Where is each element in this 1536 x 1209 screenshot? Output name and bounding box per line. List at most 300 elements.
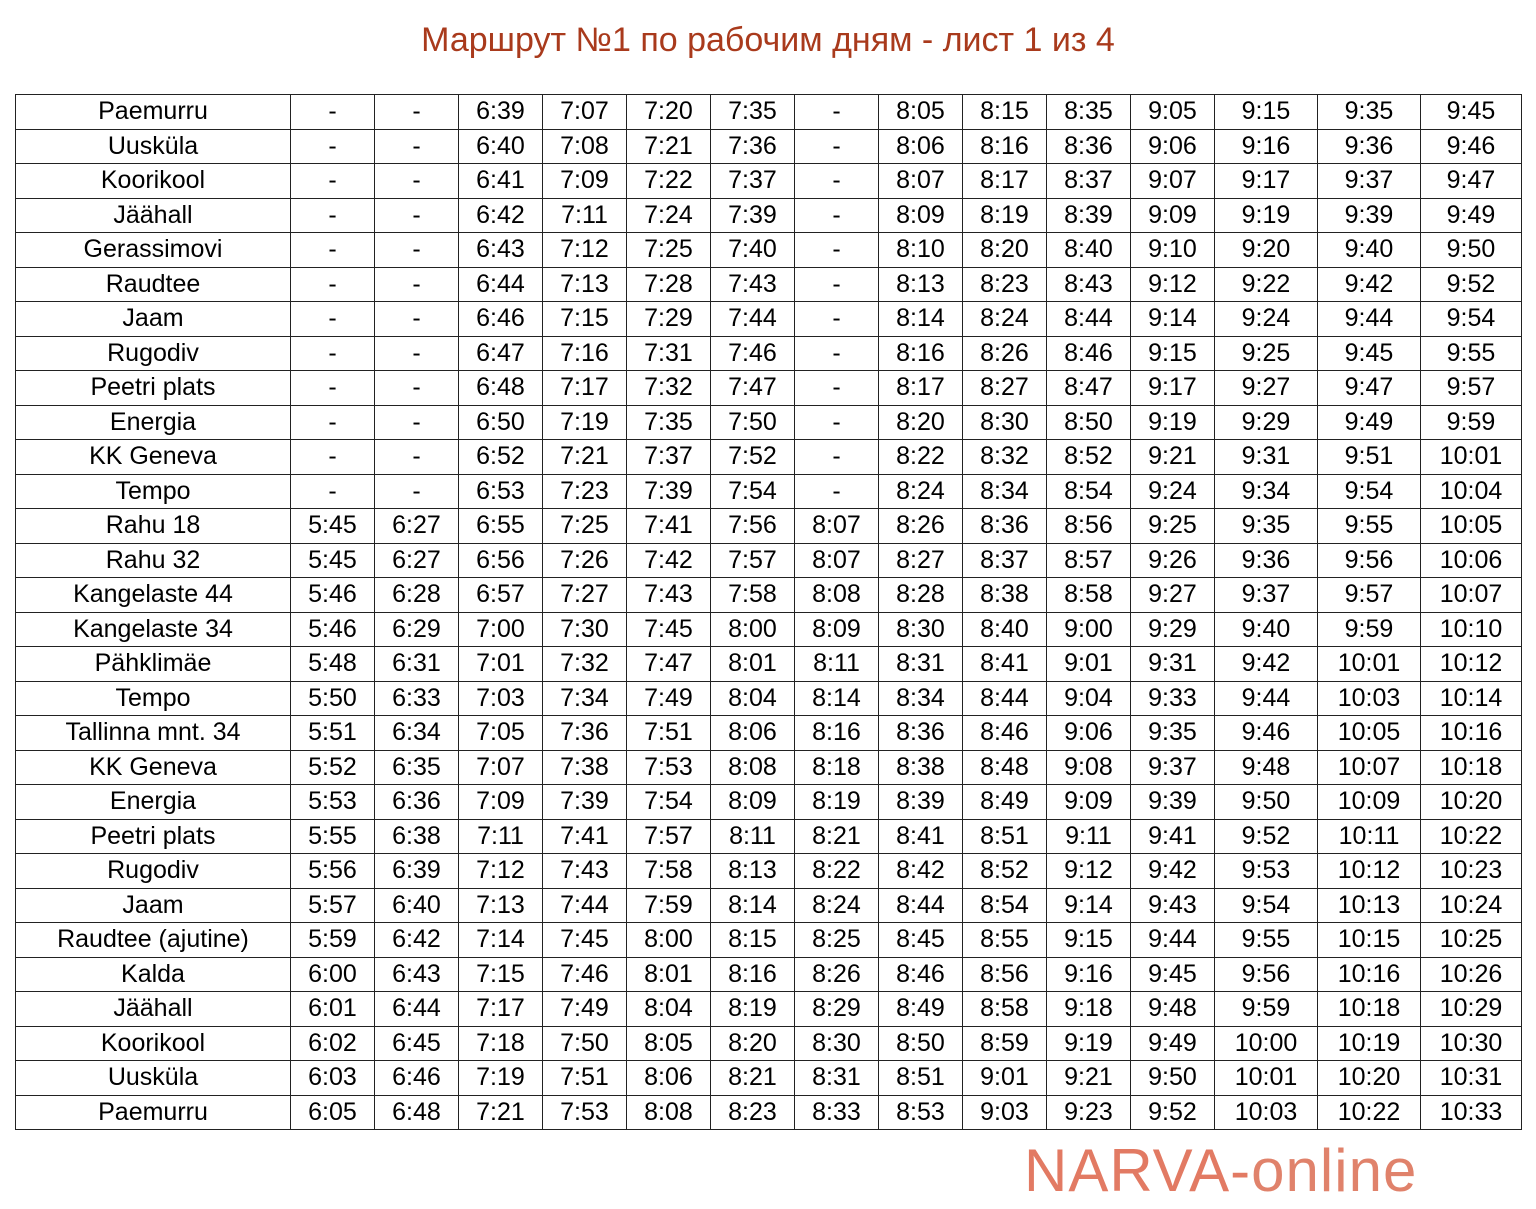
time-cell: 9:46 <box>1215 716 1318 751</box>
stop-name-cell: Koorikool <box>16 164 291 199</box>
table-row <box>16 819 1522 854</box>
time-cell: 9:54 <box>1318 474 1421 509</box>
time-cell: - <box>795 371 879 406</box>
time-cell: 9:06 <box>1047 716 1131 751</box>
time-cell: - <box>375 302 459 337</box>
time-cell: 7:50 <box>711 405 795 440</box>
time-cell: 9:06 <box>1131 129 1215 164</box>
table-row <box>16 371 1522 406</box>
time-cell: 8:24 <box>879 474 963 509</box>
time-cell: 8:11 <box>795 647 879 682</box>
time-cell: - <box>795 95 879 130</box>
time-cell: 5:57 <box>291 888 375 923</box>
time-cell: 7:38 <box>543 750 627 785</box>
time-cell: 8:39 <box>1047 198 1131 233</box>
time-cell: - <box>291 336 375 371</box>
time-cell: 7:03 <box>459 681 543 716</box>
time-cell: 8:36 <box>1047 129 1131 164</box>
time-cell: 9:19 <box>1131 405 1215 440</box>
stop-name-cell: Tempo <box>16 681 291 716</box>
time-cell: 9:36 <box>1318 129 1421 164</box>
time-cell: 9:43 <box>1131 888 1215 923</box>
time-cell: 8:39 <box>879 785 963 820</box>
table-row <box>16 509 1522 544</box>
table-row <box>16 405 1522 440</box>
time-cell: 5:46 <box>291 578 375 613</box>
time-cell: 8:41 <box>879 819 963 854</box>
stop-name-cell: Kangelaste 44 <box>16 578 291 613</box>
time-cell: 10:04 <box>1421 474 1522 509</box>
time-cell: 8:49 <box>963 785 1047 820</box>
time-cell: - <box>291 405 375 440</box>
time-cell: 8:19 <box>963 198 1047 233</box>
time-cell: 8:57 <box>1047 543 1131 578</box>
time-cell: 7:07 <box>543 95 627 130</box>
time-cell: 8:16 <box>879 336 963 371</box>
time-cell: 7:05 <box>459 716 543 751</box>
time-cell: 9:48 <box>1131 992 1215 1027</box>
time-cell: 7:25 <box>627 233 711 268</box>
time-cell: 10:11 <box>1318 819 1421 854</box>
time-cell: 6:48 <box>459 371 543 406</box>
time-cell: 7:12 <box>543 233 627 268</box>
table-row <box>16 888 1522 923</box>
time-cell: 8:31 <box>795 1061 879 1096</box>
time-cell: 8:00 <box>627 923 711 958</box>
time-cell: - <box>291 302 375 337</box>
time-cell: 8:22 <box>795 854 879 889</box>
time-cell: 9:50 <box>1131 1061 1215 1096</box>
time-cell: 7:39 <box>543 785 627 820</box>
time-cell: 7:44 <box>711 302 795 337</box>
time-cell: 7:39 <box>627 474 711 509</box>
narva-online-logo <box>1024 1136 1519 1206</box>
time-cell: 6:03 <box>291 1061 375 1096</box>
time-cell: 10:07 <box>1318 750 1421 785</box>
time-cell: 9:52 <box>1131 1095 1215 1130</box>
time-cell: 6:01 <box>291 992 375 1027</box>
time-cell: 9:00 <box>1047 612 1131 647</box>
table-row <box>16 612 1522 647</box>
timetable-body <box>16 95 1522 1130</box>
time-cell: 8:18 <box>795 750 879 785</box>
time-cell: 7:20 <box>627 95 711 130</box>
time-cell: 7:25 <box>543 509 627 544</box>
time-cell: 5:51 <box>291 716 375 751</box>
time-cell: 7:26 <box>543 543 627 578</box>
time-cell: - <box>375 440 459 475</box>
time-cell: 9:09 <box>1047 785 1131 820</box>
time-cell: 8:06 <box>627 1061 711 1096</box>
time-cell: 9:10 <box>1131 233 1215 268</box>
time-cell: - <box>291 164 375 199</box>
time-cell: - <box>795 474 879 509</box>
time-cell: 7:19 <box>459 1061 543 1096</box>
time-cell: 9:59 <box>1318 612 1421 647</box>
time-cell: 6:28 <box>375 578 459 613</box>
time-cell: 8:47 <box>1047 371 1131 406</box>
time-cell: 10:16 <box>1318 957 1421 992</box>
time-cell: 8:14 <box>879 302 963 337</box>
time-cell: 7:21 <box>459 1095 543 1130</box>
time-cell: 9:23 <box>1047 1095 1131 1130</box>
time-cell: 8:34 <box>963 474 1047 509</box>
logo-part-narva: NARVA- <box>1024 1137 1252 1204</box>
time-cell: 7:22 <box>627 164 711 199</box>
time-cell: 6:53 <box>459 474 543 509</box>
time-cell: 8:54 <box>963 888 1047 923</box>
stop-name-cell: Uusküla <box>16 129 291 164</box>
time-cell: 9:50 <box>1421 233 1522 268</box>
stop-name-cell: Jaam <box>16 888 291 923</box>
time-cell: 9:37 <box>1131 750 1215 785</box>
time-cell: 8:55 <box>963 923 1047 958</box>
time-cell: - <box>795 233 879 268</box>
time-cell: 8:40 <box>1047 233 1131 268</box>
time-cell: 6:02 <box>291 1026 375 1061</box>
time-cell: 9:57 <box>1318 578 1421 613</box>
time-cell: 8:50 <box>1047 405 1131 440</box>
time-cell: - <box>291 129 375 164</box>
time-cell: 9:55 <box>1318 509 1421 544</box>
time-cell: 7:13 <box>459 888 543 923</box>
time-cell: 8:49 <box>879 992 963 1027</box>
time-cell: 9:27 <box>1131 578 1215 613</box>
time-cell: 6:05 <box>291 1095 375 1130</box>
time-cell: 6:00 <box>291 957 375 992</box>
time-cell: 10:14 <box>1421 681 1522 716</box>
time-cell: 8:38 <box>963 578 1047 613</box>
time-cell: 8:41 <box>963 647 1047 682</box>
time-cell: 8:07 <box>795 509 879 544</box>
time-cell: - <box>375 336 459 371</box>
time-cell: 6:42 <box>459 198 543 233</box>
time-cell: 6:36 <box>375 785 459 820</box>
time-cell: 8:04 <box>627 992 711 1027</box>
time-cell: - <box>291 440 375 475</box>
table-row <box>16 233 1522 268</box>
time-cell: - <box>795 129 879 164</box>
time-cell: 7:43 <box>711 267 795 302</box>
time-cell: 8:46 <box>963 716 1047 751</box>
time-cell: 7:32 <box>627 371 711 406</box>
time-cell: 9:49 <box>1318 405 1421 440</box>
time-cell: 6:31 <box>375 647 459 682</box>
time-cell: 9:15 <box>1215 95 1318 130</box>
time-cell: 7:39 <box>711 198 795 233</box>
time-cell: 7:46 <box>543 957 627 992</box>
time-cell: 10:03 <box>1318 681 1421 716</box>
page-title: Маршрут №1 по рабочим дням - лист 1 из 4 <box>421 21 1115 59</box>
time-cell: 8:51 <box>963 819 1047 854</box>
time-cell: - <box>375 371 459 406</box>
time-cell: 10:31 <box>1421 1061 1522 1096</box>
table-row <box>16 440 1522 475</box>
time-cell: 7:59 <box>627 888 711 923</box>
time-cell: 7:42 <box>627 543 711 578</box>
time-cell: 9:36 <box>1215 543 1318 578</box>
time-cell: 7:58 <box>711 578 795 613</box>
time-cell: 6:29 <box>375 612 459 647</box>
time-cell: 9:29 <box>1215 405 1318 440</box>
time-cell: 10:10 <box>1421 612 1522 647</box>
time-cell: 8:13 <box>879 267 963 302</box>
time-cell: 7:35 <box>627 405 711 440</box>
time-cell: 9:20 <box>1215 233 1318 268</box>
time-cell: 7:15 <box>459 957 543 992</box>
time-cell: 8:14 <box>711 888 795 923</box>
time-cell: 9:04 <box>1047 681 1131 716</box>
table-row <box>16 1026 1522 1061</box>
time-cell: 9:56 <box>1318 543 1421 578</box>
time-cell: 9:52 <box>1215 819 1318 854</box>
time-cell: - <box>375 474 459 509</box>
time-cell: 9:42 <box>1131 854 1215 889</box>
table-row <box>16 681 1522 716</box>
time-cell: 9:35 <box>1318 95 1421 130</box>
time-cell: 6:57 <box>459 578 543 613</box>
time-cell: 8:32 <box>963 440 1047 475</box>
time-cell: 9:54 <box>1215 888 1318 923</box>
time-cell: 7:16 <box>543 336 627 371</box>
time-cell: 8:21 <box>711 1061 795 1096</box>
time-cell: 9:56 <box>1215 957 1318 992</box>
time-cell: 8:30 <box>795 1026 879 1061</box>
time-cell: 7:32 <box>543 647 627 682</box>
time-cell: 7:23 <box>543 474 627 509</box>
time-cell: 9:44 <box>1215 681 1318 716</box>
time-cell: 9:48 <box>1215 750 1318 785</box>
time-cell: 9:11 <box>1047 819 1131 854</box>
time-cell: 5:46 <box>291 612 375 647</box>
time-cell: 10:15 <box>1318 923 1421 958</box>
time-cell: 7:45 <box>627 612 711 647</box>
time-cell: 7:12 <box>459 854 543 889</box>
time-cell: 8:37 <box>963 543 1047 578</box>
time-cell: 8:43 <box>1047 267 1131 302</box>
time-cell: 6:41 <box>459 164 543 199</box>
time-cell: 7:36 <box>711 129 795 164</box>
time-cell: - <box>795 198 879 233</box>
stop-name-cell: Paemurru <box>16 95 291 130</box>
time-cell: 10:29 <box>1421 992 1522 1027</box>
time-cell: 10:01 <box>1215 1061 1318 1096</box>
time-cell: 7:30 <box>543 612 627 647</box>
time-cell: 10:05 <box>1318 716 1421 751</box>
time-cell: 6:48 <box>375 1095 459 1130</box>
time-cell: 7:46 <box>711 336 795 371</box>
time-cell: 8:26 <box>879 509 963 544</box>
time-cell: 6:56 <box>459 543 543 578</box>
time-cell: 10:22 <box>1318 1095 1421 1130</box>
time-cell: 9:15 <box>1131 336 1215 371</box>
time-cell: - <box>795 164 879 199</box>
time-cell: 8:52 <box>963 854 1047 889</box>
time-cell: 8:14 <box>795 681 879 716</box>
time-cell: 10:16 <box>1421 716 1522 751</box>
time-cell: 8:16 <box>795 716 879 751</box>
table-row <box>16 647 1522 682</box>
time-cell: 8:23 <box>963 267 1047 302</box>
stop-name-cell: KK Geneva <box>16 440 291 475</box>
time-cell: 8:26 <box>963 336 1047 371</box>
table-row <box>16 716 1522 751</box>
time-cell: 8:20 <box>963 233 1047 268</box>
time-cell: 7:19 <box>543 405 627 440</box>
time-cell: 7:07 <box>459 750 543 785</box>
timetable <box>15 94 1522 1130</box>
time-cell: 9:16 <box>1215 129 1318 164</box>
time-cell: 8:06 <box>879 129 963 164</box>
time-cell: 8:56 <box>1047 509 1131 544</box>
time-cell: 7:36 <box>543 716 627 751</box>
time-cell: 8:27 <box>963 371 1047 406</box>
time-cell: 8:16 <box>963 129 1047 164</box>
time-cell: 9:40 <box>1215 612 1318 647</box>
time-cell: 7:29 <box>627 302 711 337</box>
time-cell: 7:45 <box>543 923 627 958</box>
time-cell: 8:13 <box>711 854 795 889</box>
time-cell: 8:17 <box>879 371 963 406</box>
time-cell: 7:00 <box>459 612 543 647</box>
time-cell: 9:37 <box>1318 164 1421 199</box>
time-cell: 9:26 <box>1131 543 1215 578</box>
time-cell: 6:50 <box>459 405 543 440</box>
time-cell: 8:30 <box>879 612 963 647</box>
time-cell: 9:07 <box>1131 164 1215 199</box>
time-cell: 9:27 <box>1215 371 1318 406</box>
time-cell: 9:42 <box>1215 647 1318 682</box>
time-cell: 7:08 <box>543 129 627 164</box>
time-cell: 10:03 <box>1215 1095 1318 1130</box>
time-cell: 6:47 <box>459 336 543 371</box>
time-cell: 9:24 <box>1215 302 1318 337</box>
table-row <box>16 923 1522 958</box>
time-cell: 10:18 <box>1318 992 1421 1027</box>
stop-name-cell: Raudtee (ajutine) <box>16 923 291 958</box>
time-cell: 6:44 <box>459 267 543 302</box>
time-cell: 9:17 <box>1215 164 1318 199</box>
time-cell: 8:09 <box>879 198 963 233</box>
time-cell: 9:37 <box>1215 578 1318 613</box>
time-cell: 9:19 <box>1215 198 1318 233</box>
time-cell: 9:16 <box>1047 957 1131 992</box>
time-cell: 8:05 <box>627 1026 711 1061</box>
time-cell: 8:00 <box>711 612 795 647</box>
time-cell: 9:52 <box>1421 267 1522 302</box>
stop-name-cell: Jäähall <box>16 992 291 1027</box>
time-cell: 9:45 <box>1318 336 1421 371</box>
time-cell: 8:46 <box>879 957 963 992</box>
time-cell: 9:12 <box>1047 854 1131 889</box>
time-cell: 9:21 <box>1047 1061 1131 1096</box>
time-cell: 8:11 <box>711 819 795 854</box>
time-cell: 10:33 <box>1421 1095 1522 1130</box>
time-cell: 8:54 <box>1047 474 1131 509</box>
time-cell: 7:53 <box>627 750 711 785</box>
stop-name-cell: Kangelaste 34 <box>16 612 291 647</box>
time-cell: 5:50 <box>291 681 375 716</box>
time-cell: 8:24 <box>795 888 879 923</box>
time-cell: 8:48 <box>963 750 1047 785</box>
time-cell: 10:25 <box>1421 923 1522 958</box>
time-cell: 8:58 <box>1047 578 1131 613</box>
time-cell: 10:20 <box>1318 1061 1421 1096</box>
time-cell: 8:59 <box>963 1026 1047 1061</box>
table-row <box>16 578 1522 613</box>
time-cell: 9:39 <box>1131 785 1215 820</box>
time-cell: 7:28 <box>627 267 711 302</box>
time-cell: 9:40 <box>1318 233 1421 268</box>
stop-name-cell: Uusküla <box>16 1061 291 1096</box>
time-cell: 10:09 <box>1318 785 1421 820</box>
time-cell: 10:12 <box>1318 854 1421 889</box>
time-cell: 9:25 <box>1131 509 1215 544</box>
time-cell: 7:49 <box>627 681 711 716</box>
time-cell: 8:34 <box>879 681 963 716</box>
stop-name-cell: Tallinna mnt. 34 <box>16 716 291 751</box>
time-cell: 8:33 <box>795 1095 879 1130</box>
table-row <box>16 164 1522 199</box>
time-cell: 8:07 <box>795 543 879 578</box>
table-row <box>16 474 1522 509</box>
logo-part-online: online <box>1251 1137 1418 1204</box>
time-cell: 9:57 <box>1421 371 1522 406</box>
time-cell: 9:25 <box>1215 336 1318 371</box>
time-cell: 9:59 <box>1215 992 1318 1027</box>
time-cell: 7:21 <box>543 440 627 475</box>
time-cell: 6:27 <box>375 509 459 544</box>
time-cell: 10:22 <box>1421 819 1522 854</box>
time-cell: 10:19 <box>1318 1026 1421 1061</box>
time-cell: 8:22 <box>879 440 963 475</box>
stop-name-cell: Pähklimäe <box>16 647 291 682</box>
time-cell: 8:10 <box>879 233 963 268</box>
time-cell: 10:23 <box>1421 854 1522 889</box>
time-cell: 8:53 <box>879 1095 963 1130</box>
time-cell: 8:36 <box>879 716 963 751</box>
time-cell: 9:17 <box>1131 371 1215 406</box>
time-cell: 9:51 <box>1318 440 1421 475</box>
time-cell: - <box>291 95 375 130</box>
time-cell: 10:26 <box>1421 957 1522 992</box>
time-cell: - <box>375 129 459 164</box>
time-cell: 8:56 <box>963 957 1047 992</box>
time-cell: 7:43 <box>543 854 627 889</box>
time-cell: 8:05 <box>879 95 963 130</box>
time-cell: 6:45 <box>375 1026 459 1061</box>
time-cell: 8:09 <box>711 785 795 820</box>
time-cell: 7:58 <box>627 854 711 889</box>
time-cell: 7:57 <box>627 819 711 854</box>
table-row <box>16 336 1522 371</box>
time-cell: 7:17 <box>543 371 627 406</box>
time-cell: 9:24 <box>1131 474 1215 509</box>
time-cell: 7:51 <box>627 716 711 751</box>
time-cell: 9:01 <box>963 1061 1047 1096</box>
stop-name-cell: Kalda <box>16 957 291 992</box>
table-row <box>16 750 1522 785</box>
time-cell: 8:28 <box>879 578 963 613</box>
time-cell: 9:47 <box>1421 164 1522 199</box>
time-cell: 9:35 <box>1215 509 1318 544</box>
time-cell: 9:15 <box>1047 923 1131 958</box>
time-cell: 9:35 <box>1131 716 1215 751</box>
time-cell: 9:14 <box>1131 302 1215 337</box>
time-cell: - <box>375 198 459 233</box>
time-cell: 8:08 <box>795 578 879 613</box>
time-cell: 9:45 <box>1131 957 1215 992</box>
